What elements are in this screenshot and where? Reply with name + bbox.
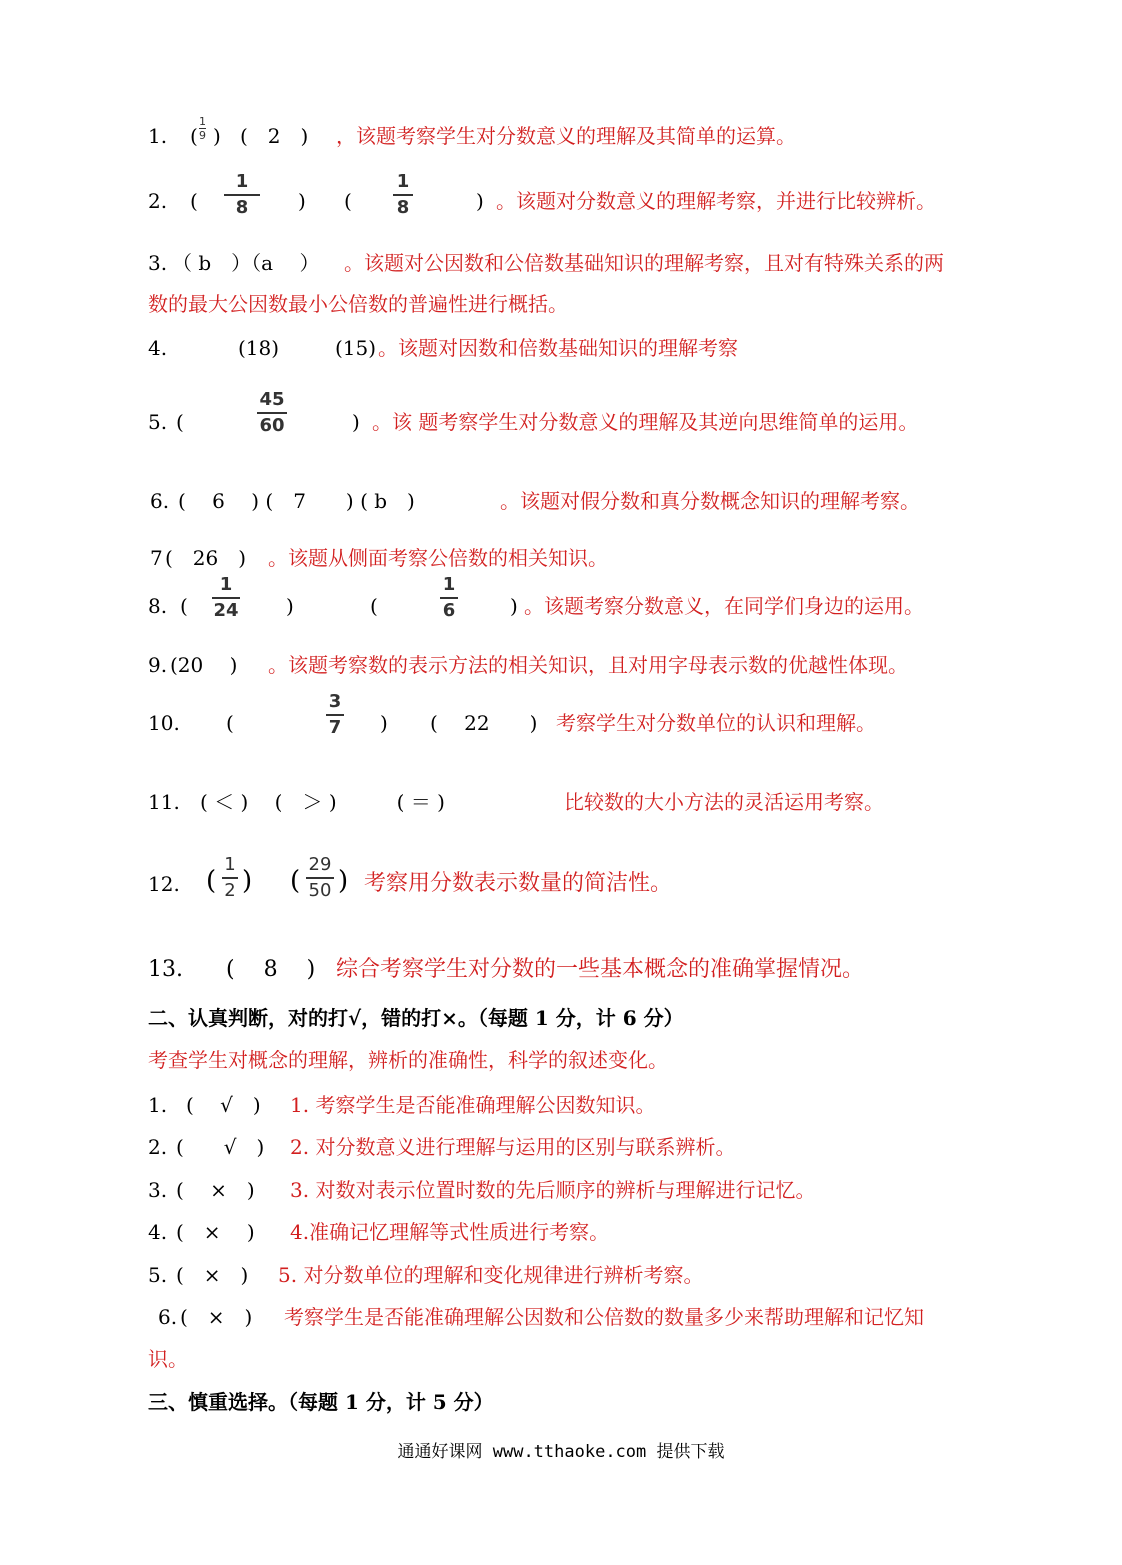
- item-number: 1.: [148, 124, 168, 148]
- explanation-continued: 识。: [148, 1347, 188, 1371]
- item-number: 4.: [148, 1220, 168, 1244]
- fraction: 1 2: [222, 856, 238, 900]
- close-paren: ): [476, 189, 484, 213]
- open-paren: (: [180, 594, 188, 618]
- explanation: 4.准确记忆理解等式性质进行考察。: [290, 1220, 610, 1244]
- explanation: 1. 考察学生是否能准确理解公因数知识。: [290, 1093, 656, 1117]
- fraction: 1 8: [224, 173, 260, 217]
- fraction: 1 9: [199, 115, 206, 142]
- close-paren: ): [510, 594, 518, 618]
- item-number: 9.: [148, 653, 168, 677]
- item-number: 5.: [148, 410, 168, 434]
- answer: ( 22 ): [430, 711, 538, 735]
- item-number: 6.: [158, 1305, 178, 1329]
- item-number: 2.: [148, 1135, 168, 1159]
- explanation: ，该题考察学生对分数意义的理解及其简单的运算。: [336, 124, 796, 148]
- item-number: 4.: [148, 336, 168, 360]
- answer: ( × ): [176, 1220, 255, 1244]
- explanation: 。该题对公因数和公倍数基础知识的理解考察，且对有特殊关系的两: [344, 251, 944, 275]
- item-number: 6.: [150, 489, 170, 513]
- explanation: 考察学生是否能准确理解公因数和公倍数的数量多少来帮助理解和记忆知: [284, 1305, 924, 1329]
- answer: ( 6 ) ( 7 ) ( b ): [178, 489, 415, 513]
- close-paren: ): [298, 189, 306, 213]
- fraction: 29 50: [306, 856, 334, 900]
- open-paren: (: [290, 866, 301, 896]
- answer: (15): [335, 336, 377, 360]
- item-number: 11.: [148, 790, 180, 814]
- open-paren: (: [206, 866, 217, 896]
- explanation: 综合考察学生对分数的一些基本概念的准确掌握情况。: [336, 957, 865, 982]
- close-paren: ): [242, 866, 253, 896]
- page-footer: 通通好课网 www.tthaoke.com 提供下载: [397, 1442, 725, 1462]
- answer: (18): [238, 336, 280, 360]
- explanation: 3. 对数对表示位置时数的先后顺序的辨析与理解进行记忆。: [290, 1178, 816, 1202]
- answer: ( ＜ ) ( ＞ ) ( ＝ ): [200, 790, 445, 814]
- fraction: 45 60: [257, 391, 287, 435]
- answer: ( 8 ): [226, 957, 316, 982]
- answer: ( 2 ): [240, 124, 309, 148]
- item-number: 1.: [148, 1093, 168, 1117]
- fraction: 3 7: [326, 693, 344, 737]
- explanation: 。该题对因数和倍数基础知识的理解考察: [378, 336, 738, 360]
- answer: ( 26 ): [165, 546, 247, 570]
- open-paren: (: [226, 711, 234, 735]
- item-number: 12.: [148, 872, 180, 896]
- fraction: 1 8: [393, 173, 413, 217]
- open-paren: (: [190, 189, 198, 213]
- item-number: 3.: [148, 1178, 168, 1202]
- answer: ( √ ): [186, 1093, 261, 1117]
- item-number: 3.: [148, 251, 168, 275]
- explanation: 。该题从侧面考察公倍数的相关知识。: [268, 546, 608, 570]
- answer: ( √ ): [176, 1135, 265, 1159]
- explanation: 。该 题考察学生对分数意义的理解及其逆向思维简单的运用。: [372, 410, 919, 434]
- open-paren: (: [344, 189, 352, 213]
- explanation: 2. 对分数意义进行理解与运用的区别与联系辨析。: [290, 1135, 736, 1159]
- answer: （ b ）（a ）: [172, 251, 320, 275]
- explanation: 。该题考察数的表示方法的相关知识，且对用字母表示数的优越性体现。: [268, 653, 908, 677]
- item-number: 8.: [148, 594, 168, 618]
- explanation: 考察用分数表示数量的简洁性。: [364, 871, 673, 896]
- explanation-continued: 数的最大公因数最小公倍数的普遍性进行概括。: [148, 292, 568, 316]
- explanation: 比较数的大小方法的灵活运用考察。: [564, 790, 884, 814]
- open-paren: (: [370, 594, 378, 618]
- answer: (20 ): [170, 653, 238, 677]
- answer: ( × ): [176, 1178, 255, 1202]
- fraction: 1 6: [440, 576, 458, 620]
- answer: ( × ): [180, 1305, 253, 1329]
- open-paren: (: [190, 124, 198, 148]
- explanation: 考察学生对分数单位的认识和理解。: [556, 711, 876, 735]
- item-number: 5.: [148, 1263, 168, 1287]
- item-number: 13.: [148, 957, 183, 982]
- item-number: 7: [150, 546, 163, 570]
- close-paren: ): [213, 124, 221, 148]
- close-paren: ): [286, 594, 294, 618]
- item-number: 10.: [148, 711, 180, 735]
- open-paren: (: [176, 410, 184, 434]
- explanation: 5. 对分数单位的理解和变化规律进行辨析考察。: [278, 1263, 704, 1287]
- answer: ( × ): [176, 1263, 249, 1287]
- close-paren: ): [380, 711, 388, 735]
- close-paren: ): [352, 410, 360, 434]
- close-paren: ): [338, 866, 349, 896]
- fraction: 1 24: [213, 574, 239, 621]
- item-number: 2.: [148, 189, 168, 213]
- explanation: 。该题对假分数和真分数概念知识的理解考察。: [500, 489, 920, 513]
- explanation: 。该题考察分数意义，在同学们身边的运用。: [524, 594, 924, 618]
- explanation: 。该题对分数意义的理解考察，并进行比较辨析。: [496, 189, 936, 213]
